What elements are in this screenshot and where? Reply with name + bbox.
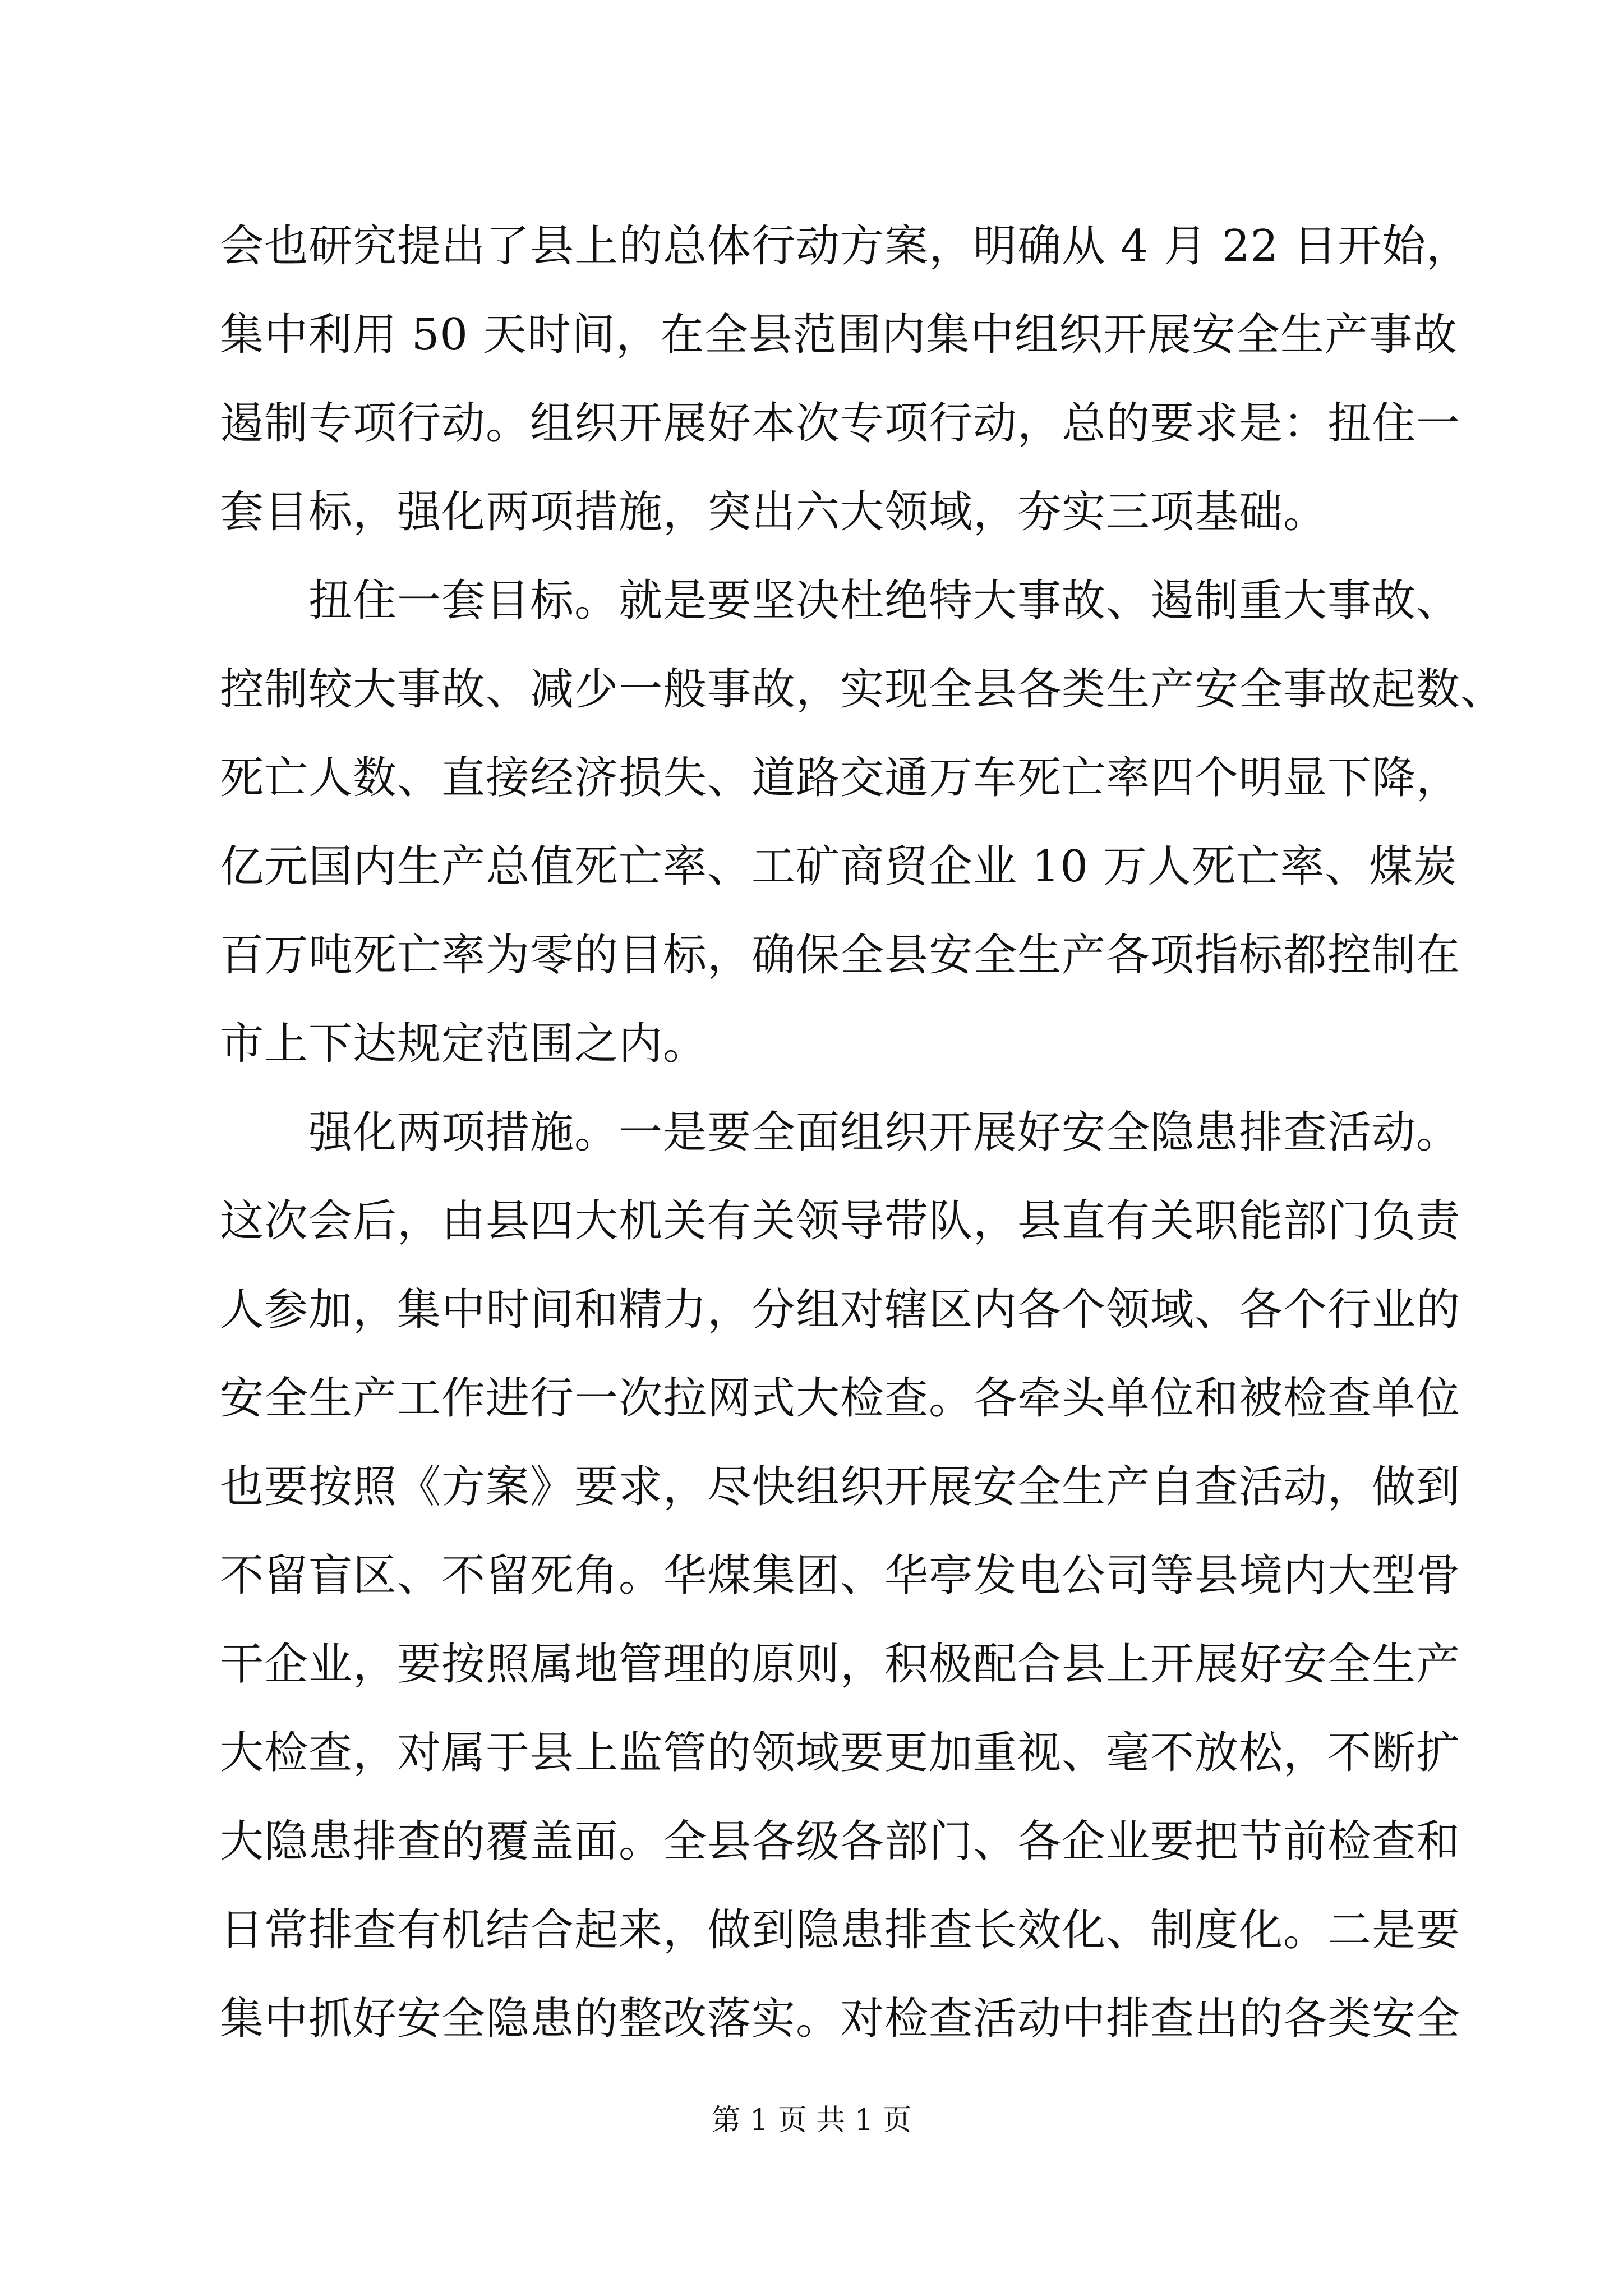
body-line: 市上下达规定范围之内。 — [220, 1019, 708, 1069]
body-line: 干企业，要按照属地管理的原则，积极配合县上开展好安全生产 — [220, 1639, 1461, 1690]
body-line: 这次会后，由县四大机关有关领导带队，县直有关职能部门负责 — [220, 1196, 1461, 1246]
body-line: 安全生产工作进行一次拉网式大检查。各牵头单位和被检查单位 — [220, 1373, 1461, 1424]
body-line: 遏制专项行动。组织开展好本次专项行动，总的要求是：扭住一 — [220, 398, 1461, 449]
body-line: 死亡人数、直接经济损失、道路交通万车死亡率四个明显下降， — [220, 753, 1461, 803]
document-body — [220, 202, 1505, 2063]
body-line: 大隐患排查的覆盖面。全县各级各部门、各企业要把节前检查和 — [220, 1816, 1461, 1867]
body-line: 大检查，对属于县上监管的领域要更加重视、毫不放松，不断扩 — [220, 1728, 1461, 1778]
page-number-label: 第 1 页 共 1 页 — [711, 2104, 912, 2137]
body-line: 集中抓好安全隐患的整改落实。对检查活动中排查出的各类安全 — [220, 1994, 1461, 2044]
body-line: 会也研究提出了县上的总体行动方案，明确从 4 月 22 日开始， — [220, 221, 1471, 272]
body-line: 强化两项措施。一是要全面组织开展好安全隐患排查活动。 — [308, 1107, 1461, 1158]
body-line: 套目标，强化两项措施，突出六大领域，夯实三项基础。 — [220, 487, 1328, 537]
body-line: 日常排查有机结合起来，做到隐患排查长效化、制度化。二是要 — [220, 1905, 1461, 1955]
page-footer — [0, 2101, 1623, 2140]
body-line: 集中利用 50 天时间，在全县范围内集中组织开展安全生产事故 — [220, 310, 1458, 360]
body-line: 不留盲区、不留死角。华煤集团、华亭发电公司等县境内大型骨 — [220, 1550, 1461, 1601]
body-line: 百万吨死亡率为零的目标，确保全县安全生产各项指标都控制在 — [220, 930, 1461, 981]
body-line: 也要按照《方案》要求，尽快组织开展安全生产自查活动，做到 — [220, 1462, 1461, 1512]
body-line: 人参加，集中时间和精力，分组对辖区内各个领域、各个行业的 — [220, 1285, 1461, 1335]
body-line: 控制较大事故、减少一般事故，实现全县各类生产安全事故起数、 — [220, 664, 1505, 715]
body-line: 扭住一套目标。就是要坚决杜绝特大事故、遏制重大事故、 — [308, 576, 1461, 626]
body-line: 亿元国内生产总值死亡率、工矿商贸企业 10 万人死亡率、煤炭 — [220, 841, 1458, 892]
